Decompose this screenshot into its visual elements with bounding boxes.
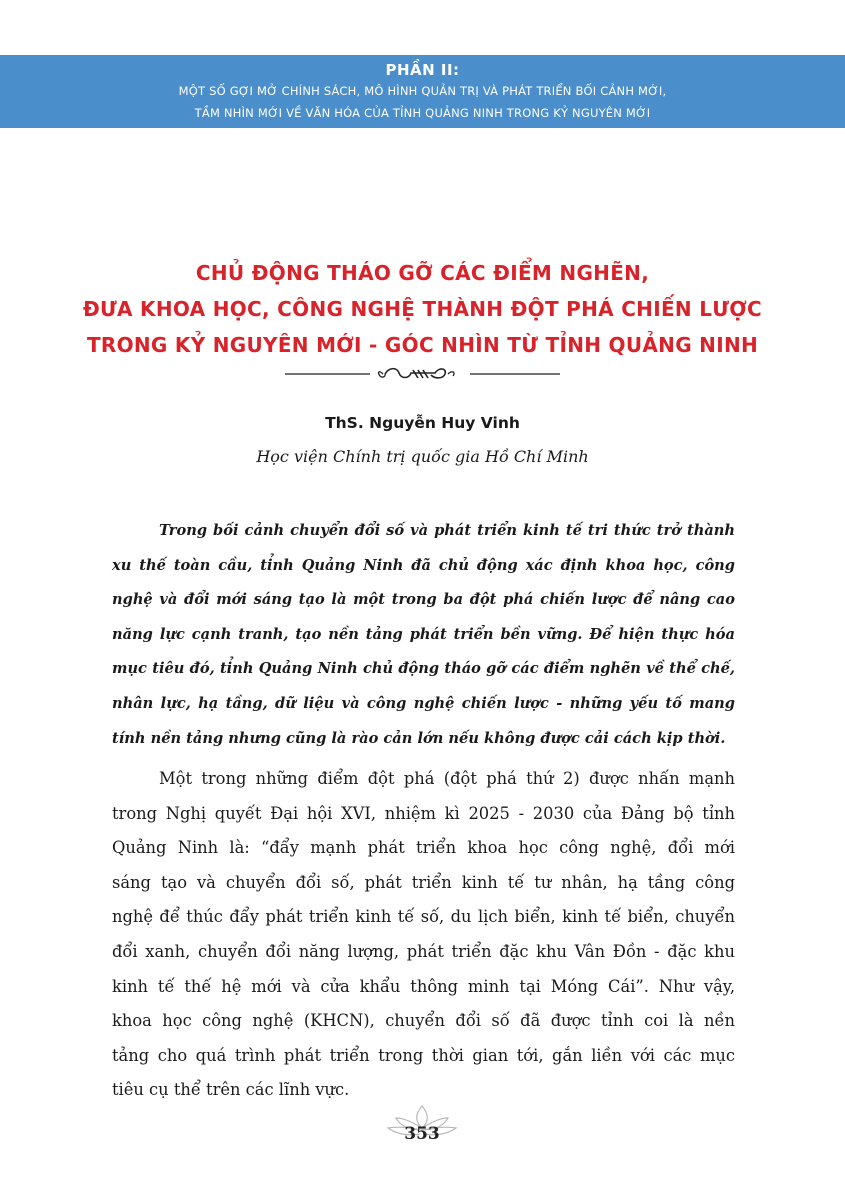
body-line: trong Nghị quyết Đại hội XVI, nhiệm kì 2025 - 2030 của Đảng bộ tỉnh [112, 803, 735, 823]
body-line: khoa học công nghệ (KHCN), chuyển đổi số đã được tỉnh coi là nền [112, 1011, 735, 1031]
body-line: đổi xanh, chuyển đổi năng lượng, phát triển đặc khu Vân Đồn - đặc khu [112, 941, 735, 961]
article-title-line-1: CHỦ ĐỘNG THÁO GỠ CÁC ĐIỂM NGHẼN, [195, 261, 650, 285]
article-title [60, 255, 785, 363]
body-line: tảng cho quá trình phát triển trong thời gian tới, gắn liền với các mục [112, 1045, 735, 1065]
author-affiliation: Học viện Chính trị quốc gia Hồ Chí Minh [256, 447, 589, 466]
section-subtitle-line-1: MỘT SỐ GỢI MỞ CHÍNH SÁCH, MÔ HÌNH QUẢN TRỊ VÀ PHÁT TRIỂN BỐI CẢNH MỚI, [178, 84, 667, 98]
body-line: sáng tạo và chuyển đổi số, phát triển kinh tế tư nhân, hạ tầng công [112, 872, 735, 892]
body-line: tiêu cụ thể trên các lĩnh vực. [112, 1080, 350, 1100]
body-paragraph [112, 762, 735, 1108]
abstract-line: xu thế toàn cầu, tỉnh Quảng Ninh đã chủ động xác định khoa học, công [112, 556, 735, 574]
abstract-line: Trong bối cảnh chuyển đổi số và phát triển kinh tế tri thức trở thành [159, 522, 735, 539]
article-abstract [112, 514, 735, 756]
body-line: kinh tế thế hệ mới và cửa khẩu thông minh tại Móng Cái”. Như vậy, [112, 976, 735, 996]
page-number: 353 [404, 1124, 440, 1144]
article-title-line-2: ĐƯA KHOA HỌC, CÔNG NGHỆ THÀNH ĐỘT PHÁ CHIẾN LƯỢC [82, 297, 763, 321]
flourish-divider-icon [285, 364, 560, 384]
abstract-line: tính nền tảng nhưng cũng là rào cản lớn nếu không được cải cách kịp thời. [112, 729, 726, 747]
abstract-line: nghệ và đổi mới sáng tạo là một trong ba đột phá chiến lược để nâng cao [112, 591, 735, 609]
body-line: nghệ để thúc đẩy phát triển kinh tế số, du lịch biển, kinh tế biển, chuyển [112, 907, 735, 927]
abstract-line: mục tiêu đó, tỉnh Quảng Ninh chủ động tháo gỡ các điểm nghẽn về thể chế, [112, 660, 735, 678]
page-number-badge [382, 1102, 462, 1152]
abstract-line: năng lực cạnh tranh, tạo nền tảng phát triển bền vững. Để hiện thực hóa [112, 625, 735, 643]
section-subtitle-line-2: TẦM NHÌN MỚI VỀ VĂN HÓA CỦA TỈNH QUẢNG NINH TRONG KỶ NGUYÊN MỚI [194, 106, 651, 120]
body-line: Quảng Ninh là: “đẩy mạnh phát triển khoa học công nghệ, đổi mới [112, 838, 735, 858]
abstract-line: nhân lực, hạ tầng, dữ liệu và công nghệ chiến lược - những yếu tố mang [112, 694, 735, 712]
body-line: Một trong những điểm đột phá (đột phá thứ 2) được nhấn mạnh [159, 769, 735, 788]
section-part-label: PHẦN II: [385, 61, 460, 79]
section-header-band [0, 55, 845, 128]
author-name: ThS. Nguyễn Huy Vinh [325, 414, 520, 432]
article-title-line-3: TRONG KỶ NGUYÊN MỚI - GÓC NHÌN TỪ TỈNH QUẢNG NINH [86, 333, 759, 357]
